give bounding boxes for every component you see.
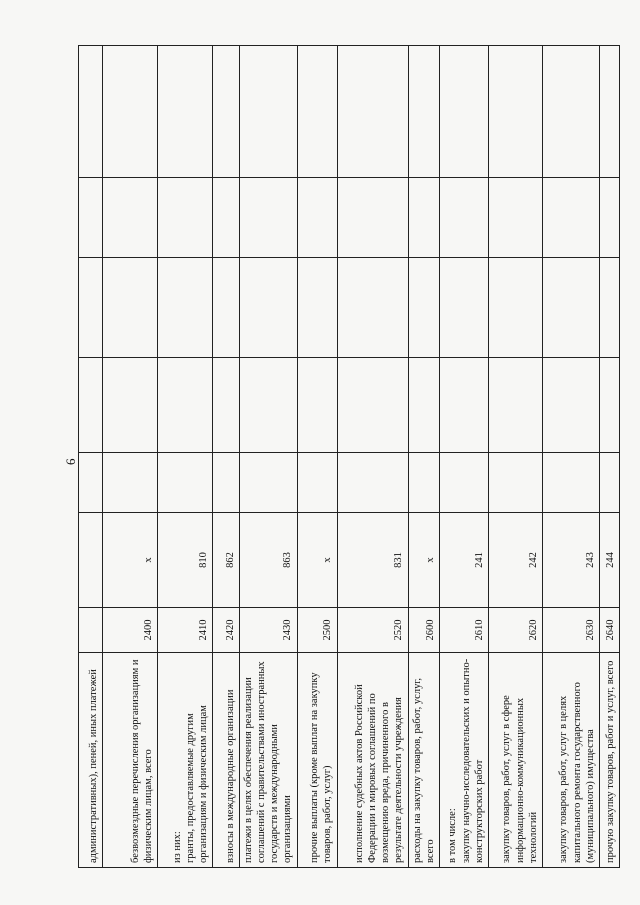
- row-code-cell: 2600: [408, 608, 439, 653]
- empty-amount-cell: [337, 178, 408, 258]
- row-name-cell: [542, 653, 599, 868]
- empty-amount-cell: [542, 258, 599, 358]
- empty-amount-cell: [79, 46, 103, 178]
- empty-amount-cell: [79, 258, 103, 358]
- empty-amount-cell: [337, 453, 408, 513]
- row-name: в том числе:: [447, 808, 459, 863]
- table-body: [79, 46, 620, 868]
- empty-amount-cell: [240, 258, 298, 358]
- row-code-cell: 2630: [542, 608, 599, 653]
- empty-amount-cell: [337, 258, 408, 358]
- table-row: [240, 46, 298, 868]
- empty-amount-cell: [240, 46, 298, 178]
- empty-amount-cell: [542, 358, 599, 453]
- row-kbk-cell: 243: [542, 513, 599, 608]
- row-kbk-cell: 241: [439, 513, 488, 608]
- empty-amount-cell: [158, 46, 213, 178]
- row-name-cell: [439, 653, 488, 868]
- empty-amount-cell: [213, 358, 240, 453]
- empty-amount-cell: [103, 453, 158, 513]
- empty-amount-cell: [542, 178, 599, 258]
- empty-amount-cell: [213, 453, 240, 513]
- empty-amount-cell: [79, 453, 103, 513]
- row-kbk-cell: 863: [240, 513, 298, 608]
- row-name: расходы на закупку товаров, работ, услуг, всего: [411, 677, 436, 863]
- empty-amount-cell: [488, 46, 542, 178]
- empty-amount-cell: [158, 258, 213, 358]
- empty-amount-cell: [158, 453, 213, 513]
- row-name-cell: [79, 653, 103, 868]
- empty-amount-cell: [297, 46, 337, 178]
- empty-amount-cell: [408, 178, 439, 258]
- row-name: закупку товаров, работ, услуг в сфере информационно-коммуникационных технологий: [501, 695, 539, 863]
- empty-amount-cell: [240, 358, 298, 453]
- row-code-cell: 2640: [599, 608, 619, 653]
- table-row: [599, 46, 619, 868]
- empty-amount-cell: [599, 358, 619, 453]
- empty-amount-cell: [103, 46, 158, 178]
- empty-amount-cell: [599, 178, 619, 258]
- empty-amount-cell: [439, 46, 488, 178]
- row-name: прочую закупку товаров, работ и услуг, всего: [604, 660, 616, 863]
- row-code-cell: 2400: [103, 608, 158, 653]
- empty-amount-cell: [599, 46, 619, 178]
- empty-amount-cell: [79, 358, 103, 453]
- empty-amount-cell: [488, 178, 542, 258]
- table-row: [103, 46, 158, 868]
- row-kbk-cell: x: [408, 513, 439, 608]
- empty-amount-cell: [599, 453, 619, 513]
- empty-amount-cell: [213, 258, 240, 358]
- row-name: исполнение судебных актов Российской Федерации и мировых соглашений по возмещению вреда, причиненного в результате деятельности учреждения: [354, 684, 405, 863]
- empty-amount-cell: [337, 46, 408, 178]
- empty-amount-cell: [439, 178, 488, 258]
- row-kbk-cell: 244: [599, 513, 619, 608]
- empty-amount-cell: [103, 178, 158, 258]
- empty-amount-cell: [488, 258, 542, 358]
- empty-amount-cell: [103, 258, 158, 358]
- row-name-cell: [103, 653, 158, 868]
- row-kbk-cell: x: [103, 513, 158, 608]
- row-name: платежи в целях обеспечения реализации соглашений с правительствами иностранных государств и международными организациями: [243, 661, 294, 863]
- empty-amount-cell: [297, 178, 337, 258]
- empty-amount-cell: [439, 453, 488, 513]
- row-name: безвозмездные перечисления организациям и физическим лицам, всего: [129, 659, 154, 863]
- table-row: [408, 46, 439, 868]
- row-kbk-cell: 862: [213, 513, 240, 608]
- table-row: [337, 46, 408, 868]
- empty-amount-cell: [408, 358, 439, 453]
- row-kbk-cell: [79, 513, 103, 608]
- row-name-cell: [599, 653, 619, 868]
- rotated-page-content: [60, 46, 616, 868]
- row-name-cell: [297, 653, 337, 868]
- empty-amount-cell: [488, 358, 542, 453]
- table-row: [542, 46, 599, 868]
- table-row: [439, 46, 488, 868]
- financial-plan-table: [78, 45, 620, 868]
- empty-amount-cell: [542, 453, 599, 513]
- empty-amount-cell: [297, 453, 337, 513]
- row-code-cell: 2500: [297, 608, 337, 653]
- row-name-cell: [408, 653, 439, 868]
- row-name: закупку товаров, работ, услуг в целях капитального ремонта государственного (муниципального) имущества: [558, 682, 596, 863]
- empty-amount-cell: [213, 178, 240, 258]
- row-name: взносы в международные организации: [224, 689, 236, 863]
- table-row: [213, 46, 240, 868]
- row-code-cell: [79, 608, 103, 653]
- empty-amount-cell: [439, 258, 488, 358]
- empty-amount-cell: [240, 178, 298, 258]
- empty-amount-cell: [408, 258, 439, 358]
- empty-amount-cell: [103, 358, 158, 453]
- row-name-cell: [488, 653, 542, 868]
- row-code-cell: 2430: [240, 608, 298, 653]
- row-code-cell: 2410: [158, 608, 213, 653]
- empty-amount-cell: [599, 258, 619, 358]
- empty-amount-cell: [240, 453, 298, 513]
- table-row: [488, 46, 542, 868]
- row-kbk-cell: x: [297, 513, 337, 608]
- row-kbk-cell: 831: [337, 513, 408, 608]
- row-code-cell: 2420: [213, 608, 240, 653]
- empty-amount-cell: [408, 46, 439, 178]
- empty-amount-cell: [158, 358, 213, 453]
- row-kbk-cell: 810: [158, 513, 213, 608]
- table-row: [297, 46, 337, 868]
- row-code-cell: 2610: [439, 608, 488, 653]
- table-row: [79, 46, 103, 868]
- empty-amount-cell: [439, 358, 488, 453]
- empty-amount-cell: [488, 453, 542, 513]
- row-name: из них:: [171, 831, 183, 863]
- table-row: [158, 46, 213, 868]
- empty-amount-cell: [297, 358, 337, 453]
- empty-amount-cell: [542, 46, 599, 178]
- page-number: 6: [63, 458, 78, 465]
- empty-amount-cell: [337, 358, 408, 453]
- row-name-cell: [158, 653, 213, 868]
- empty-amount-cell: [79, 178, 103, 258]
- row-name-cell: [213, 653, 240, 868]
- row-name-sub: закупку научно-исследовательских и опытно-конструкторских работ: [460, 658, 485, 863]
- row-name-cell: [337, 653, 408, 868]
- row-code-cell: 2620: [488, 608, 542, 653]
- row-name: прочие выплаты (кроме выплат на закупку товаров, работ, услуг): [309, 672, 334, 863]
- empty-amount-cell: [158, 178, 213, 258]
- empty-amount-cell: [408, 453, 439, 513]
- row-name-sub: гранты, предоставляемые другим организациям и физическим лицам: [184, 705, 209, 863]
- row-kbk-cell: 242: [488, 513, 542, 608]
- row-name-cell: [240, 653, 298, 868]
- empty-amount-cell: [213, 46, 240, 178]
- empty-amount-cell: [297, 258, 337, 358]
- row-code-cell: 2520: [337, 608, 408, 653]
- row-name: административных), пеней, иных платежей: [87, 669, 99, 863]
